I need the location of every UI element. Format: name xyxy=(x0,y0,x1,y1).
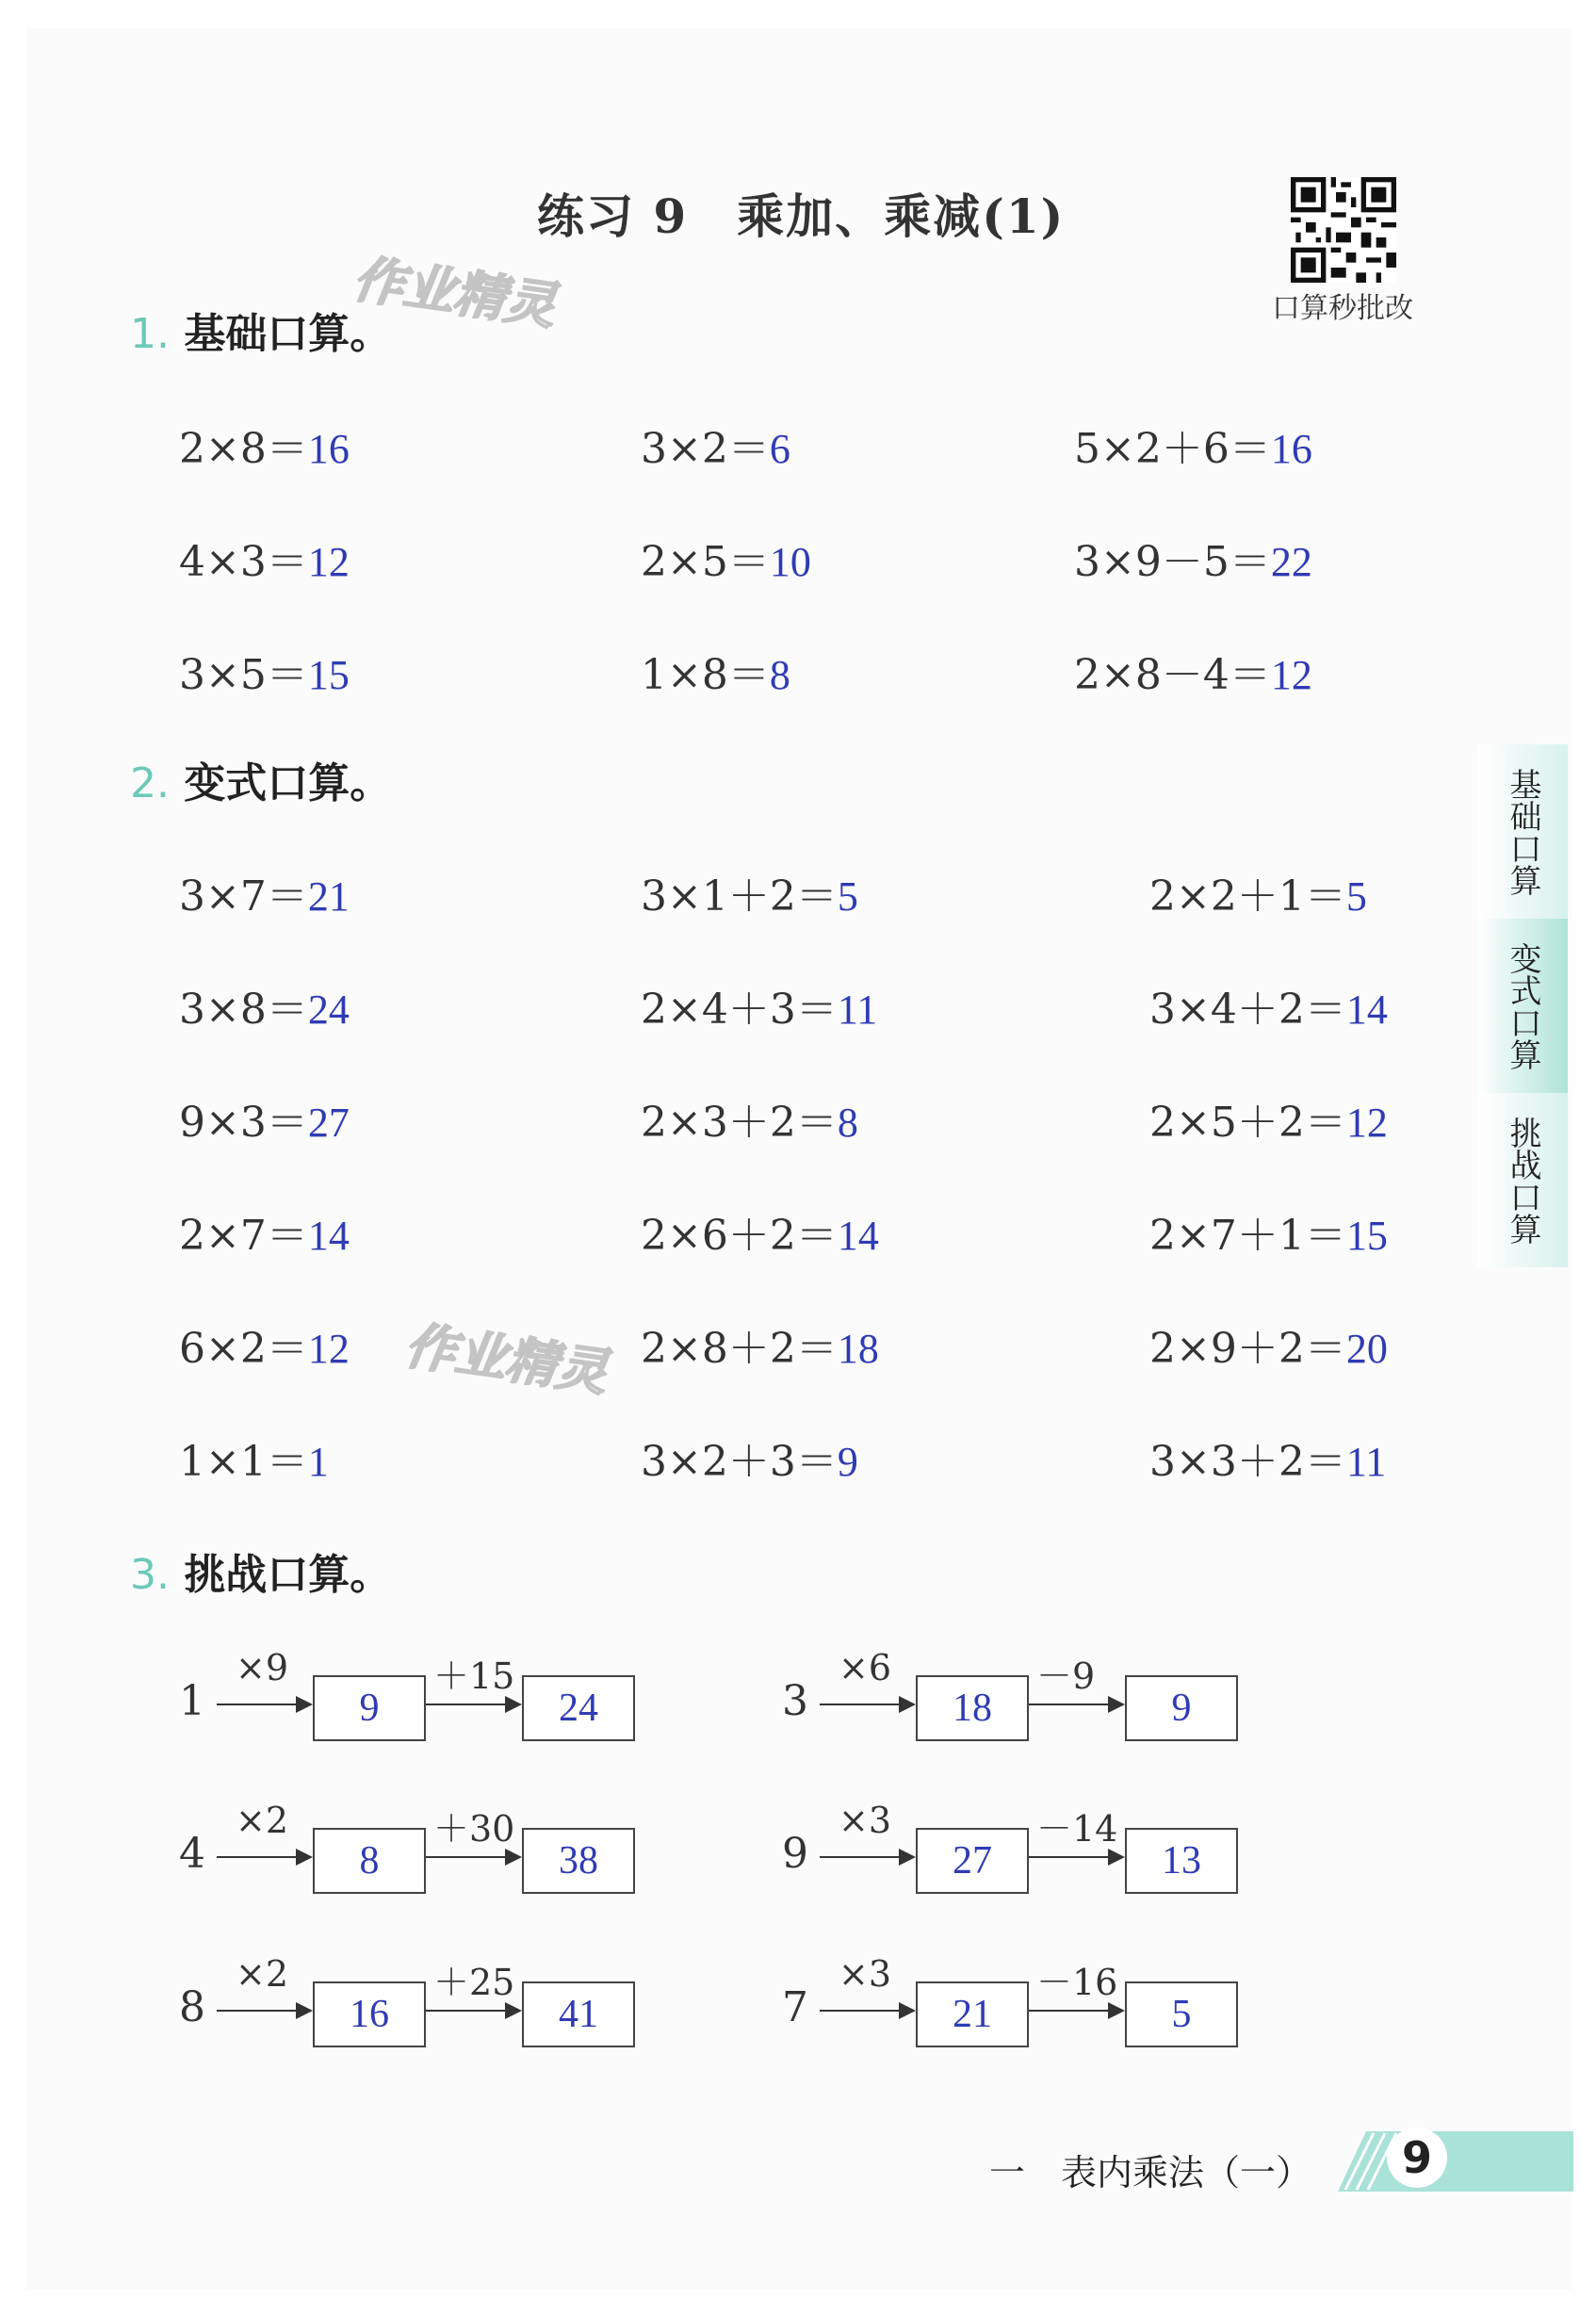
operation-chain xyxy=(782,1800,1291,1894)
equation xyxy=(1149,975,1388,1035)
equation xyxy=(641,1427,858,1488)
worksheet-page xyxy=(26,28,1572,2290)
section-heading: 1. 基础口算。 xyxy=(130,310,392,358)
equation-question: 3×5＝ xyxy=(179,651,308,699)
answer-box[interactable]: 18 xyxy=(916,1675,1029,1741)
arrow-right-icon xyxy=(217,1704,311,1705)
answer-box[interactable]: 27 xyxy=(916,1828,1029,1894)
answer-box[interactable]: 5 xyxy=(1125,1981,1238,2047)
equation-answer[interactable]: 5 xyxy=(1345,873,1367,920)
equation xyxy=(1074,528,1312,588)
equation-answer[interactable]: 10 xyxy=(769,539,811,585)
arrow-right-icon xyxy=(820,2010,914,2012)
section-heading: 3. 挑战口算。 xyxy=(130,1551,392,1599)
arrow-right-icon xyxy=(217,2010,311,2012)
equation xyxy=(179,1088,350,1149)
chain-operation: ＋15 xyxy=(433,1655,515,1697)
equation xyxy=(179,862,350,922)
equation xyxy=(1149,1314,1388,1375)
equation-answer[interactable]: 16 xyxy=(307,426,350,472)
equation-answer[interactable]: 15 xyxy=(1345,1213,1388,1259)
operation-chain xyxy=(179,1800,688,1894)
side-tab-variant[interactable]: 变式口算 xyxy=(1477,919,1568,1093)
chain-operation: ×3 xyxy=(839,1953,892,1995)
answer-box[interactable]: 38 xyxy=(522,1828,635,1894)
equation xyxy=(179,415,350,475)
section-heading: 2. 变式口算。 xyxy=(130,759,392,807)
equation-question: 3×4＋2＝ xyxy=(1149,986,1346,1034)
page-title: 练习 9 乘加、乘减(1) xyxy=(537,188,1066,244)
equation xyxy=(179,1201,350,1262)
equation xyxy=(179,1427,329,1488)
equation-question: 3×2＋3＝ xyxy=(641,1438,838,1486)
equation-question: 1×1＝ xyxy=(179,1438,308,1486)
equation xyxy=(641,975,877,1035)
answer-box[interactable]: 8 xyxy=(313,1828,426,1894)
operation-chain xyxy=(782,1953,1291,2047)
equation-question: 2×8－4＝ xyxy=(1074,651,1271,699)
equation-question: 2×5＋2＝ xyxy=(1149,1099,1346,1147)
equation-question: 2×9＋2＝ xyxy=(1149,1325,1346,1373)
equation-answer[interactable]: 14 xyxy=(307,1213,350,1259)
arrow-right-icon xyxy=(1029,2010,1123,2012)
equation-answer[interactable]: 11 xyxy=(1345,1439,1387,1485)
equation-question: 3×9－5＝ xyxy=(1074,538,1271,586)
equation xyxy=(641,415,790,475)
equation xyxy=(641,1314,879,1375)
equation-answer[interactable]: 16 xyxy=(1270,426,1312,472)
equation-question: 2×7＝ xyxy=(179,1212,308,1260)
equation-answer[interactable]: 22 xyxy=(1270,539,1312,585)
equation xyxy=(1149,1427,1386,1488)
answer-box[interactable]: 41 xyxy=(522,1981,635,2047)
page-number: 9 xyxy=(1387,2128,1447,2188)
arrow-right-icon xyxy=(426,2010,520,2012)
chain-operation: ×9 xyxy=(236,1647,289,1688)
arrow-right-icon xyxy=(1029,1704,1123,1705)
equation-answer[interactable]: 8 xyxy=(837,1100,858,1146)
chain-operation: ×2 xyxy=(236,1800,289,1841)
equation xyxy=(179,641,350,701)
qr-code xyxy=(1291,177,1396,283)
equation-question: 2×4＋3＝ xyxy=(641,986,838,1034)
equation xyxy=(179,528,350,588)
arrow-right-icon xyxy=(217,1856,311,1858)
equation-answer[interactable]: 9 xyxy=(837,1439,858,1485)
chain-operation: －9 xyxy=(1036,1655,1096,1697)
equation-question: 2×7＋1＝ xyxy=(1149,1212,1346,1260)
chain-start-number: 1 xyxy=(179,1677,205,1725)
equation-question: 2×3＋2＝ xyxy=(641,1099,838,1147)
equation-question: 3×1＋2＝ xyxy=(641,872,838,921)
side-tab-challenge[interactable]: 挑战口算 xyxy=(1477,1093,1568,1267)
side-tabs xyxy=(1477,744,1568,1263)
equation-question: 5×2＋6＝ xyxy=(1074,425,1271,473)
equation-answer[interactable]: 11 xyxy=(837,986,878,1033)
equation-question: 3×8＝ xyxy=(179,986,308,1034)
equation-question: 2×5＝ xyxy=(641,538,770,586)
chain-operation: ＋25 xyxy=(433,1962,515,2003)
equation-question: 2×6＋2＝ xyxy=(641,1212,838,1260)
equation-question: 3×3＋2＝ xyxy=(1149,1438,1346,1486)
equation-question: 2×8＋2＝ xyxy=(641,1325,838,1373)
equation-answer[interactable]: 12 xyxy=(1345,1100,1388,1146)
equation-question: 2×2＋1＝ xyxy=(1149,872,1346,921)
equation xyxy=(641,528,811,588)
chain-operation: ×2 xyxy=(236,1953,289,1995)
equation xyxy=(641,1201,879,1262)
equation xyxy=(641,862,858,922)
equation-answer[interactable]: 14 xyxy=(1345,986,1388,1033)
chain-start-number: 7 xyxy=(782,1983,808,2031)
side-tab-basic[interactable]: 基础口算 xyxy=(1477,744,1568,919)
chain-operation: ＋30 xyxy=(433,1808,515,1850)
answer-box[interactable]: 21 xyxy=(916,1981,1029,2047)
equation-question: 4×3＝ xyxy=(179,538,308,586)
watermark: 作业精灵 xyxy=(350,249,560,336)
qr-caption: 口算秒批改 xyxy=(1272,292,1413,325)
equation-answer[interactable]: 12 xyxy=(1270,652,1312,698)
answer-box[interactable]: 13 xyxy=(1125,1828,1238,1894)
equation-answer[interactable]: 27 xyxy=(307,1100,350,1146)
arrow-right-icon xyxy=(426,1856,520,1858)
chain-operation: ×3 xyxy=(839,1800,892,1841)
watermark: 作业精灵 xyxy=(401,1315,611,1403)
equation-answer[interactable]: 14 xyxy=(837,1213,879,1259)
equation-question: 6×2＝ xyxy=(179,1325,308,1373)
equation-answer[interactable]: 24 xyxy=(307,986,350,1033)
operation-chain xyxy=(782,1647,1291,1741)
chain-start-number: 3 xyxy=(782,1677,808,1725)
chain-start-number: 8 xyxy=(179,1983,205,2031)
chain-start-number: 4 xyxy=(179,1830,205,1878)
answer-box[interactable]: 16 xyxy=(313,1981,426,2047)
equation xyxy=(1074,641,1312,701)
arrow-right-icon xyxy=(820,1704,914,1705)
equation-answer[interactable]: 12 xyxy=(307,1326,350,1372)
equation-answer[interactable]: 20 xyxy=(1345,1326,1388,1372)
answer-box[interactable]: 9 xyxy=(1125,1675,1238,1741)
equation-answer[interactable]: 15 xyxy=(307,652,350,698)
chain-start-number: 9 xyxy=(782,1830,808,1878)
equation xyxy=(1149,1201,1388,1262)
footer-chapter-label: 一 表内乘法（一） xyxy=(989,2152,1312,2193)
answer-box[interactable]: 9 xyxy=(313,1675,426,1741)
equation-answer[interactable]: 18 xyxy=(837,1326,879,1372)
equation-question: 3×7＝ xyxy=(179,872,308,921)
footer-band xyxy=(1338,2131,1573,2192)
equation-answer[interactable]: 12 xyxy=(307,539,350,585)
equation-answer[interactable]: 8 xyxy=(769,652,790,698)
answer-box[interactable]: 24 xyxy=(522,1675,635,1741)
arrow-right-icon xyxy=(820,1856,914,1858)
operation-chain xyxy=(179,1647,688,1741)
chain-operation: －16 xyxy=(1036,1962,1118,2003)
equation xyxy=(1149,862,1367,922)
equation xyxy=(1149,1088,1388,1149)
arrow-right-icon xyxy=(1029,1856,1123,1858)
equation xyxy=(179,975,350,1035)
chain-operation: －14 xyxy=(1036,1808,1118,1850)
equation-question: 1×8＝ xyxy=(641,651,770,699)
equation xyxy=(179,1314,350,1375)
equation-answer[interactable]: 6 xyxy=(769,426,790,472)
equation xyxy=(1074,415,1312,475)
equation-question: 2×8＝ xyxy=(179,425,308,473)
equation-answer[interactable]: 21 xyxy=(307,873,350,920)
equation-question: 3×2＝ xyxy=(641,425,770,473)
equation xyxy=(641,1088,858,1149)
arrow-right-icon xyxy=(426,1704,520,1705)
equation-question: 9×3＝ xyxy=(179,1099,308,1147)
operation-chain xyxy=(179,1953,688,2047)
equation-answer[interactable]: 1 xyxy=(307,1439,329,1485)
equation-answer[interactable]: 5 xyxy=(837,873,858,920)
equation xyxy=(641,641,790,701)
chain-operation: ×6 xyxy=(839,1647,892,1688)
